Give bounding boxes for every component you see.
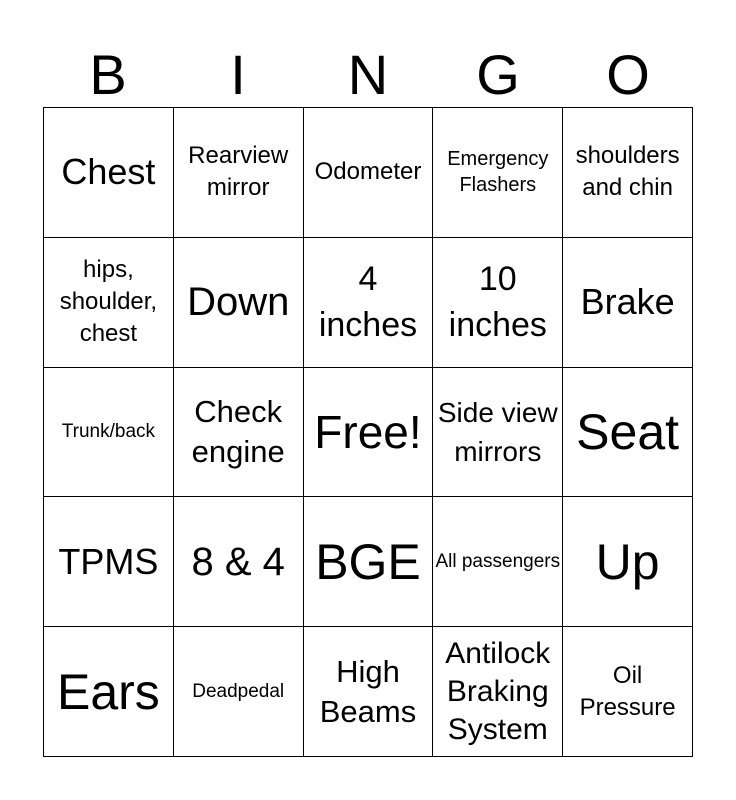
cell-label: Brake	[580, 281, 675, 323]
bingo-cell-r2c3[interactable]	[304, 238, 434, 368]
bingo-cell-r5c5[interactable]	[563, 627, 693, 757]
cell-label: Side view mirrors	[437, 396, 558, 467]
bingo-cell-r5c2[interactable]	[174, 627, 304, 757]
bingo-header	[43, 45, 693, 105]
bingo-cell-r1c2[interactable]	[174, 108, 304, 238]
bingo-cell-r1c3[interactable]	[304, 108, 434, 238]
bingo-cell-r5c3[interactable]	[304, 627, 434, 757]
header-letter-o: O	[606, 43, 650, 106]
cell-label: shoulders and chin	[575, 142, 680, 202]
cell-label: All passengers	[435, 550, 561, 572]
cell-label: Odometer	[314, 158, 422, 186]
bingo-board	[43, 107, 693, 757]
cell-label: BGE	[315, 533, 421, 590]
cell-label: Up	[595, 533, 660, 590]
bingo-cell-r1c4[interactable]	[433, 108, 563, 238]
cell-label: Ears	[56, 663, 160, 720]
bingo-cell-r3c4[interactable]	[433, 368, 563, 498]
cell-label: Down	[187, 280, 290, 325]
bingo-cell-r4c3[interactable]	[304, 497, 434, 627]
header-letter-n: N	[347, 43, 389, 106]
cell-label: Trunk/back	[61, 420, 156, 442]
cell-label: Deadpedal	[192, 680, 285, 702]
cell-label: 10 inches	[448, 260, 547, 345]
bingo-cell-r2c5[interactable]	[563, 238, 693, 368]
bingo-cell-r4c4[interactable]	[433, 497, 563, 627]
bingo-cell-r2c1[interactable]	[44, 238, 174, 368]
header-letter-i: I	[230, 43, 246, 106]
cell-label: Free!	[314, 405, 422, 458]
bingo-cell-r1c1[interactable]	[44, 108, 174, 238]
cell-label: Chest	[61, 151, 156, 193]
bingo-cell-r3c5[interactable]	[563, 368, 693, 498]
bingo-cell-r2c4[interactable]	[433, 238, 563, 368]
cell-label: Emergency Flashers	[447, 148, 549, 197]
bingo-cell-r4c5[interactable]	[563, 497, 693, 627]
header-letter-b: B	[89, 43, 127, 106]
header-letter-g: G	[476, 43, 520, 106]
bingo-cell-r4c1[interactable]	[44, 497, 174, 627]
cell-label: Oil Pressure	[579, 661, 676, 721]
bingo-cell-r3c1[interactable]	[44, 368, 174, 498]
cell-label: Rearview mirror	[188, 142, 289, 202]
bingo-cell-r3c2[interactable]	[174, 368, 304, 498]
cell-label: 4 inches	[318, 260, 418, 345]
cell-label: Check engine	[191, 393, 285, 469]
cell-label: TPMS	[58, 540, 159, 582]
bingo-cell-r2c2[interactable]	[174, 238, 304, 368]
cell-label: 8 & 4	[191, 539, 285, 584]
cell-label: Seat	[576, 403, 680, 460]
bingo-cell-r1c5[interactable]	[563, 108, 693, 238]
bingo-cell-r5c1[interactable]	[44, 627, 174, 757]
bingo-cell-r4c2[interactable]	[174, 497, 304, 627]
bingo-cell-r3c3[interactable]	[304, 368, 434, 498]
cell-label: High Beams	[319, 653, 417, 729]
cell-label: hips, shoulder, chest	[59, 256, 158, 348]
cell-label: Antilock Braking System	[445, 636, 551, 746]
bingo-cell-r5c4[interactable]	[433, 627, 563, 757]
